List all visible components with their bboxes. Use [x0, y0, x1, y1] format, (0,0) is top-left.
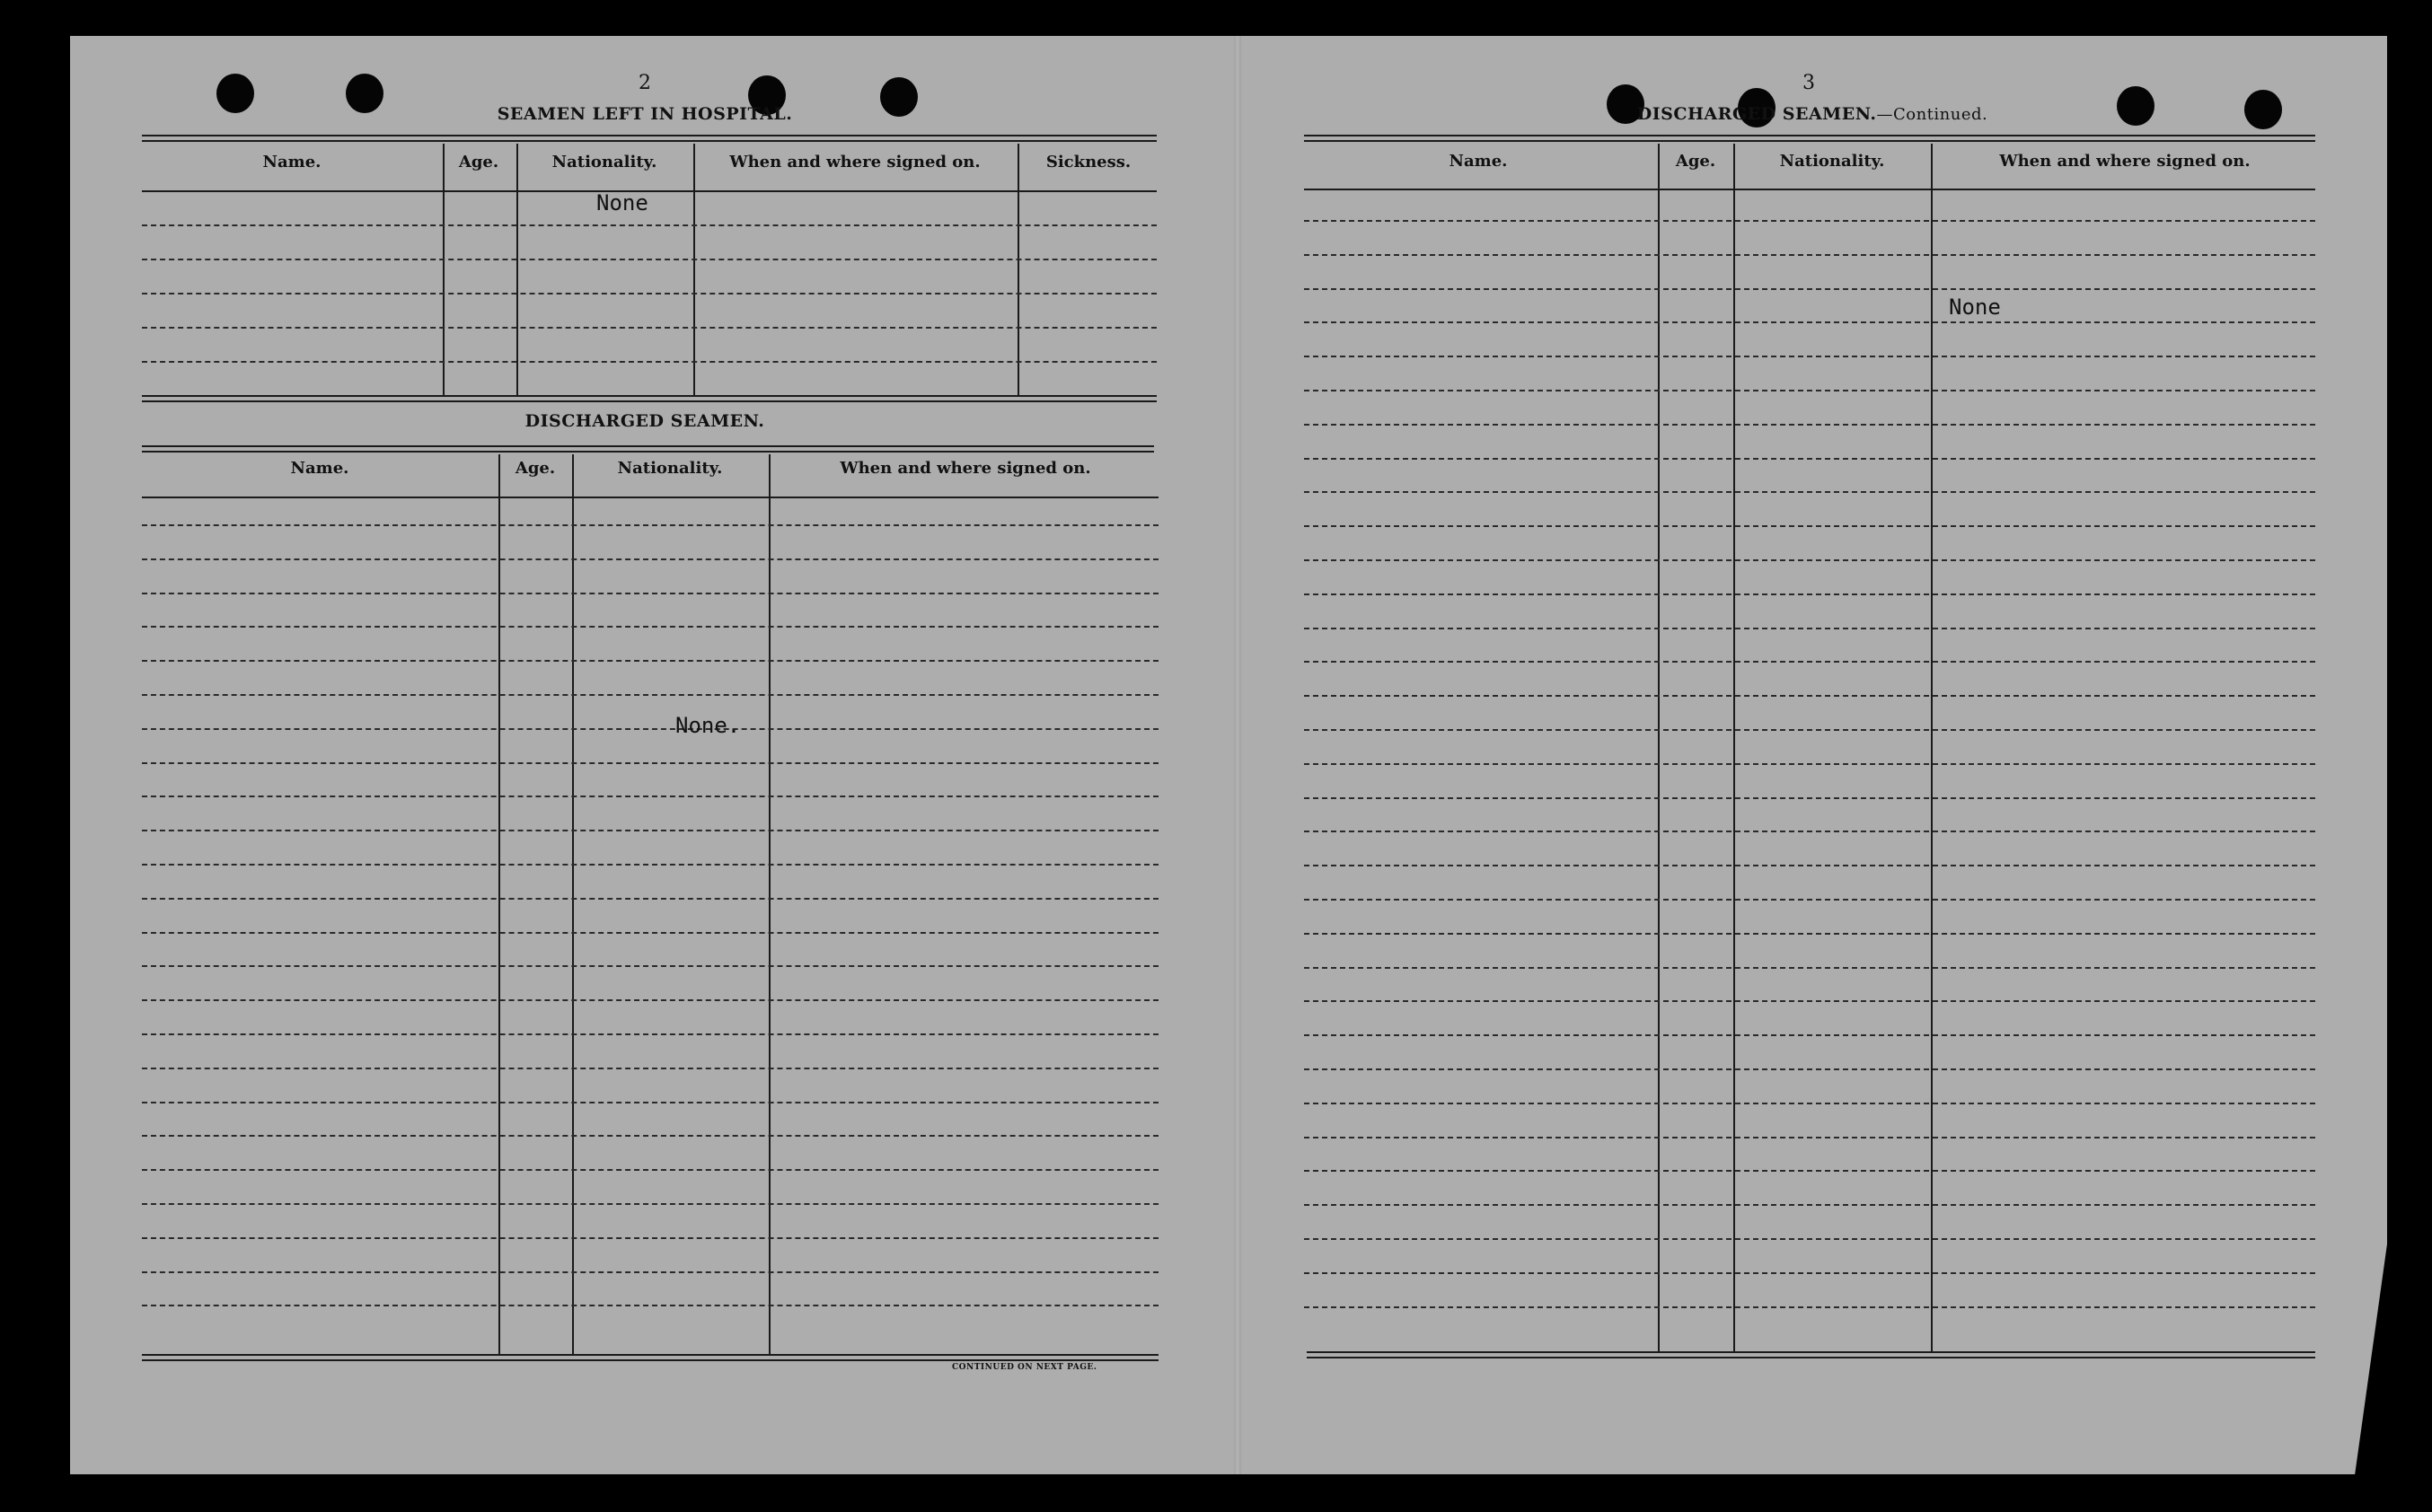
dashed-entry-line	[1304, 1272, 2315, 1274]
dashed-entry-line	[1304, 321, 2315, 323]
table-bottom-rule	[142, 400, 1157, 402]
column-header: Nationality.	[551, 153, 657, 171]
dashed-entry-line	[1304, 1306, 2315, 1308]
dashed-entry-line	[1304, 458, 2315, 460]
dashed-entry-line	[1304, 1103, 2315, 1104]
punch-hole	[216, 74, 254, 113]
column-divider	[443, 144, 445, 395]
dashed-entry-line	[1304, 424, 2315, 426]
dashed-entry-line	[1304, 763, 2315, 765]
dashed-entry-line	[142, 1305, 1159, 1306]
table-top-rule	[142, 135, 1157, 136]
column-header: Sickness.	[1045, 153, 1132, 171]
dashed-entry-line	[142, 1102, 1159, 1103]
dashed-entry-line	[1304, 525, 2315, 527]
column-header: Age.	[515, 459, 556, 478]
dashed-entry-line	[142, 259, 1157, 260]
right-page	[1238, 36, 2387, 1474]
table-top-rule	[1304, 140, 2315, 142]
column-divider	[516, 144, 518, 395]
punch-hole	[2244, 90, 2282, 129]
column-divider	[769, 454, 771, 1354]
dashed-entry-line	[142, 327, 1157, 329]
header-rule	[142, 497, 1159, 498]
header-rule	[142, 190, 1157, 192]
dashed-entry-line	[142, 626, 1159, 628]
column-header: When and where signed on.	[840, 459, 1091, 478]
dashed-entry-line	[142, 660, 1159, 662]
section-title: DISCHARGED SEAMEN.	[524, 411, 765, 431]
dashed-entry-line	[142, 728, 1159, 730]
section-title	[1637, 104, 1988, 124]
dashed-entry-line	[142, 524, 1159, 526]
dashed-entry-line	[142, 361, 1157, 363]
column-header: When and where signed on.	[1999, 152, 2251, 171]
dashed-entry-line	[1304, 390, 2315, 391]
column-header: Name.	[262, 153, 322, 171]
page-fold	[1234, 36, 1241, 1474]
dashed-entry-line	[1304, 356, 2315, 357]
table-bottom-rule	[142, 1354, 1159, 1356]
column-divider	[693, 144, 695, 395]
dashed-entry-line	[142, 694, 1159, 696]
table-top-rule	[142, 140, 1157, 142]
section-title-continued: —Continued.	[1876, 105, 1988, 124]
dashed-entry-line	[142, 762, 1159, 764]
dashed-entry-line	[142, 1068, 1159, 1069]
page-number: 2	[639, 72, 651, 94]
dashed-entry-line	[1304, 559, 2315, 561]
dashed-entry-line	[142, 224, 1157, 226]
dashed-entry-line	[142, 999, 1159, 1001]
table-bottom-rule	[142, 395, 1157, 397]
dashed-entry-line	[1304, 797, 2315, 799]
dashed-entry-line	[1304, 628, 2315, 629]
dashed-entry-line	[1304, 593, 2315, 595]
punch-hole	[880, 77, 918, 117]
section-title-text: DISCHARGED SEAMEN.	[1636, 104, 1877, 124]
handwritten-entry: None	[596, 190, 648, 215]
page-number: 3	[1802, 72, 1815, 94]
dashed-entry-line	[142, 965, 1159, 967]
column-divider	[1018, 144, 1019, 395]
column-header: When and where signed on.	[729, 153, 981, 171]
dashed-entry-line	[142, 830, 1159, 831]
dashed-entry-line	[1304, 1034, 2315, 1036]
header-rule	[1304, 189, 2315, 190]
dashed-entry-line	[142, 1169, 1159, 1171]
continued-note: CONTINUED ON NEXT PAGE.	[952, 1363, 1097, 1372]
column-header: Name.	[1449, 152, 1508, 171]
dashed-entry-line	[142, 593, 1159, 594]
dashed-entry-line	[142, 1271, 1159, 1273]
table-top-rule	[142, 451, 1154, 453]
punch-hole	[346, 74, 383, 113]
dashed-entry-line	[142, 1033, 1159, 1035]
dashed-entry-line	[142, 864, 1159, 866]
dashed-entry-line	[1304, 865, 2315, 866]
column-divider	[498, 454, 500, 1354]
dashed-entry-line	[142, 1203, 1159, 1205]
dashed-entry-line	[1304, 1000, 2315, 1002]
dashed-entry-line	[1304, 695, 2315, 697]
column-header: Nationality.	[1779, 152, 1885, 171]
left-page	[70, 36, 1238, 1474]
table-bottom-rule	[1307, 1351, 2315, 1353]
dashed-entry-line	[1304, 967, 2315, 969]
dashed-entry-line	[1304, 288, 2315, 290]
column-header: Name.	[290, 459, 349, 478]
dashed-entry-line	[1304, 1204, 2315, 1206]
dashed-entry-line	[1304, 729, 2315, 731]
dashed-entry-line	[142, 898, 1159, 900]
dashed-entry-line	[142, 1237, 1159, 1239]
handwritten-entry: None.	[675, 713, 741, 738]
dashed-entry-line	[1304, 1170, 2315, 1172]
dashed-entry-line	[142, 1135, 1159, 1137]
table-top-rule	[142, 445, 1154, 447]
dashed-entry-line	[1304, 933, 2315, 935]
dashed-entry-line	[142, 796, 1159, 797]
dashed-entry-line	[1304, 1137, 2315, 1138]
punch-hole	[2117, 86, 2154, 126]
column-header: Nationality.	[617, 459, 723, 478]
dashed-entry-line	[1304, 661, 2315, 663]
table-top-rule	[1304, 135, 2315, 136]
column-header: Age.	[458, 153, 499, 171]
table-bottom-rule	[142, 1359, 1159, 1361]
dashed-entry-line	[142, 293, 1157, 294]
dashed-entry-line	[142, 558, 1159, 560]
dashed-entry-line	[1304, 1238, 2315, 1240]
table-bottom-rule	[1307, 1357, 2315, 1358]
dashed-entry-line	[1304, 831, 2315, 832]
dashed-entry-line	[1304, 899, 2315, 901]
dashed-entry-line	[1304, 220, 2315, 222]
dashed-entry-line	[142, 932, 1159, 934]
dashed-entry-line	[1304, 254, 2315, 256]
dashed-entry-line	[1304, 491, 2315, 493]
section-title: SEAMEN LEFT IN HOSPITAL.	[497, 104, 793, 124]
handwritten-entry: None	[1949, 294, 2001, 320]
column-divider	[572, 454, 574, 1354]
dashed-entry-line	[1304, 1068, 2315, 1070]
column-header: Age.	[1675, 152, 1716, 171]
